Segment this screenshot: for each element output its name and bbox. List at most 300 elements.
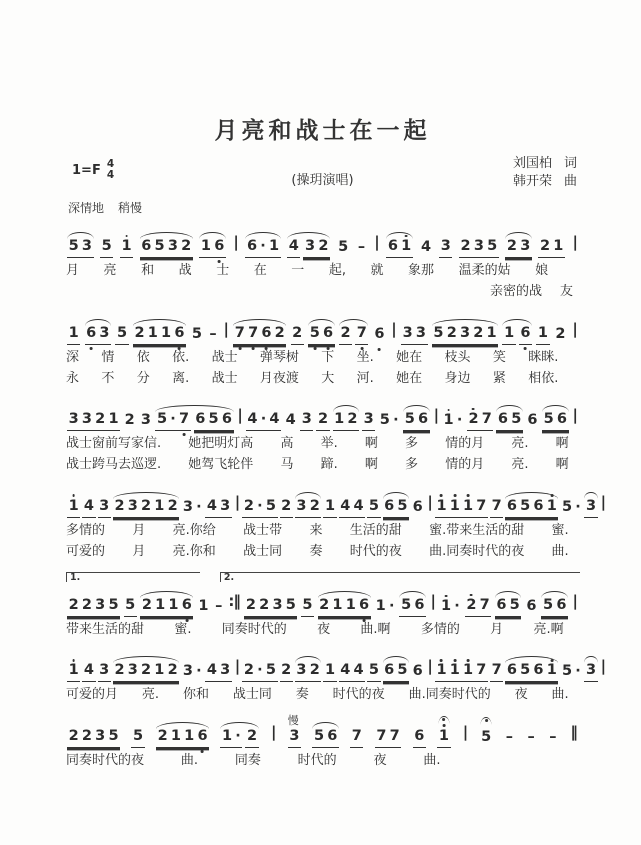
note: 6 [414,727,425,744]
note: 7 [356,324,367,341]
note: 6 [496,597,507,614]
note-group [439,599,461,617]
note-group [459,239,499,258]
note: 1 [463,497,474,514]
note: 2 [141,497,152,514]
barline: | [234,657,240,676]
notes-row [66,585,579,617]
note: – [215,598,223,615]
note: 2 [460,238,471,255]
note-group [242,499,277,518]
music-system [66,650,606,703]
note: 2 [81,727,92,744]
beam-group [123,413,136,431]
beam-group [67,598,120,617]
note: 1 [161,324,172,341]
lyric-segment: 来 [309,522,323,538]
note-group [120,239,133,258]
note: 4 [83,497,94,514]
lyric-segment: 弹琴树 [259,349,299,365]
note: 3 [440,238,451,255]
note: 1 [486,324,497,341]
beam-group [295,499,322,518]
beam-group [367,499,380,518]
note: 4 [353,662,364,679]
barline: | [374,233,379,251]
lyric-segment: 亮.你和 [172,543,216,559]
note-group [291,326,304,345]
note-group [560,664,582,682]
note: 2 [114,662,125,679]
note: 2 [141,662,152,679]
lyric-segment: 月 [66,263,80,278]
music-system [66,572,579,638]
note-group [85,326,112,345]
beam-group [308,326,335,345]
note: 2 [247,727,258,744]
note: 6 [520,324,531,341]
music-system [66,399,579,474]
note: 2 [466,597,477,614]
lyric-segment: 时代的夜 [349,543,402,559]
note: 5 [397,497,408,514]
lyric-segment: 你和 [182,687,209,703]
beam-group [355,326,368,345]
lyric-segment: 啊 [555,457,569,473]
note: 2 [473,324,484,341]
note: 5 [154,238,165,255]
note-group [155,412,233,431]
note-group [502,326,532,345]
beam-group [245,239,280,258]
note: 3 [140,412,151,429]
note: 6 [384,497,395,514]
beam-group [233,326,286,345]
note: 5 [561,663,573,680]
lyric-segment: 战士同 [232,687,272,703]
note-group [312,729,339,748]
note-group [560,500,582,518]
note-group [584,663,597,682]
note: 1 [436,497,447,514]
lyric-segment: 月夜渡 [259,370,299,386]
lyric-segment: 月 [490,622,504,637]
note-group [495,598,522,617]
beam-group [505,239,532,258]
note-group [287,713,301,748]
beam-group [67,326,80,345]
lyric-segment: 她驾飞轮伴 [188,457,254,473]
lyric-segment: 她在 [396,370,423,386]
note: 1 [436,662,447,679]
beam-group [505,499,558,518]
note: 2 [347,411,358,428]
note-group [323,663,336,682]
note-group [437,729,450,748]
beam-group [548,730,558,748]
note: 3 [301,411,312,428]
lyric-segment: 一 [291,263,305,278]
note: 4 [206,497,217,514]
note-group [181,500,203,518]
beam-group [82,499,95,518]
note: 7 [389,727,400,744]
note: 3 [127,662,138,679]
lyric-segment: 紧 [492,370,506,386]
note: 3 [220,497,231,514]
note: 5 [285,597,296,614]
note: 6 [327,727,338,744]
note: 1 [332,597,343,614]
note-group [432,326,498,345]
note: 5 [108,727,119,744]
note: 6 [197,727,208,744]
beam-group [67,663,80,682]
note: · [575,498,581,515]
lyric-segment: 蹄. [320,457,338,473]
lyric-segment: 可爱的 [66,543,106,559]
note: 2 [141,597,152,614]
note: 2 [114,497,125,514]
note-group [208,327,218,345]
beam-group [98,663,111,682]
note: 2 [281,662,292,679]
beam-group [214,599,224,617]
lyric-segment: 娘 [535,263,549,278]
note-group [316,412,329,431]
note: 2 [157,727,168,744]
beam-group [323,499,336,518]
note: 2 [124,412,135,429]
note: 1 [154,662,165,679]
time-numerator: 4 [106,158,115,170]
note: 5 [520,497,531,514]
note-group [287,239,330,258]
note: 3 [296,497,307,514]
note: · [257,497,263,514]
note: 6 [533,497,544,514]
note: 1 [154,497,165,514]
barline: | [572,406,577,424]
note: · [196,663,202,680]
note: 2 [506,238,517,255]
lyric-segment: 战士窗前写家信. [66,436,162,451]
beam-group [190,327,203,345]
note: 5 [208,411,219,428]
beam-group [181,500,203,518]
tempo-markings [68,199,579,216]
note: 2 [317,411,329,428]
note-group [548,730,558,748]
beam-group [115,326,128,345]
note-group [403,412,430,431]
beam-group [155,412,190,431]
beam-group [245,729,258,748]
barline: | [462,722,468,741]
credits [513,155,577,190]
note: · [257,662,263,679]
note-group [439,239,452,258]
lyric-segment: 她在 [396,349,423,365]
note: 7 [351,727,362,744]
note: 1 [68,497,79,514]
note-group [490,663,503,682]
lyric-line [66,263,548,279]
note-group [133,326,186,345]
note-group [496,412,523,431]
beam-group [280,663,293,682]
lyric-segment: 情 [101,349,115,365]
beam-group [525,599,538,617]
note: 5 [302,597,313,614]
note-group [67,412,120,431]
barline: | [600,657,606,676]
note: – [527,728,535,745]
beam-group [383,499,410,518]
lyric-segment: 战士带 [243,522,283,538]
beam-group [554,327,567,345]
beam-group [208,327,218,345]
note: 7 [234,324,245,341]
note-group [318,598,371,617]
lyric-segment: 河. [356,370,374,386]
beam-group [465,598,492,617]
note: · [260,411,267,428]
note-group [205,663,232,682]
note: 6 [358,597,370,614]
beam-group [67,239,94,258]
note: 7 [178,411,190,428]
note: 4 [206,662,217,679]
note: 2 [167,497,178,514]
note-group [526,413,539,431]
lyric-segment: 曲. [423,752,441,768]
lyric-segment: 多 [405,436,419,451]
beam-group [411,664,424,682]
note: · [170,411,176,428]
note-group [244,598,297,617]
note-group [538,239,565,258]
notes-row [66,486,606,518]
beam-group [303,239,330,258]
tempo-marking: 稍慢 [118,201,143,215]
note: 2 [167,662,178,679]
lyric-segment: 奏 [295,687,309,703]
note-group [375,729,402,748]
note: 2 [309,662,320,679]
note-group [505,239,532,258]
beam-group [280,499,293,518]
note: 3 [167,238,178,255]
lyric-segment: 夜 [514,687,528,703]
note: 1 [449,497,460,514]
lyricist-name: 刘国柏 [512,156,552,171]
note: 6 [261,324,272,341]
lyric-line [66,622,564,638]
note-group [140,598,193,617]
barline: | [233,233,238,251]
note: 6 [414,597,425,614]
composer-credit [513,173,577,191]
note: 3 [99,497,110,514]
note: · [456,412,463,429]
note: 3 [363,411,374,428]
beam-group [287,239,300,258]
note-group [131,729,144,748]
note: 6 [181,597,192,614]
lyric-segment: 曲. [551,687,569,703]
note: 2 [292,324,303,341]
beam-group [67,729,120,748]
note: 5 [101,238,112,255]
lyric-segment: 马 [280,457,294,473]
note: 4 [340,497,351,514]
note-group [480,730,493,748]
lyric-segment: 离. [172,370,190,386]
note-group [413,729,426,748]
note: 1 [108,411,119,428]
note: 3 [127,497,138,514]
lyric-segment: 曲. [180,752,198,768]
beam-group [495,598,522,617]
time-denominator: 4 [106,169,115,182]
note: 7 [376,727,387,744]
lyric-segment: 下 [321,349,335,365]
beam-group [288,729,301,748]
note: 6 [506,497,517,514]
beam-group [242,663,277,682]
lyric-segment: 月 [132,543,146,559]
beam-group [339,499,366,518]
barline: | [427,492,432,511]
note: · [393,412,399,429]
lyric-segment: 不 [101,370,115,386]
note: 3 [220,662,231,679]
lyric-line [66,436,569,452]
lyric-segment: 亮 [103,263,117,278]
note-group [411,664,424,682]
note: 6 [322,324,334,341]
beam-group [526,413,539,431]
notes-row [66,313,579,345]
note-group [190,327,203,345]
composer-role: 曲 [563,173,577,189]
music-system [66,486,606,561]
note: 5 [313,727,325,744]
beam-group [541,598,568,617]
note: 5 [265,497,276,514]
note: 2 [281,497,292,514]
note: 6 [556,411,567,428]
beam-group [181,664,203,682]
note: 1 [121,238,132,255]
beam-group [419,240,432,258]
note: 3 [415,324,426,341]
note: 5 [401,597,412,614]
note: 2 [245,597,256,614]
beam-group [139,413,152,431]
note: 1 [440,598,452,615]
note-group [233,326,286,345]
note: 3 [459,324,471,341]
beam-group [300,412,313,431]
note: 7 [476,662,487,679]
note: 6 [527,412,538,429]
note: 5 [397,662,408,679]
note: 3 [99,324,110,341]
lyric-segment: 依. [172,349,190,365]
beam-group [399,598,426,617]
note-group [199,239,226,258]
note: – [549,728,557,745]
note-group [98,499,111,518]
expression-marking: 深情地 [68,201,105,215]
song-title: 月亮和战士在一起 [214,118,431,144]
lyric-segment: 月 [132,522,146,538]
performer-note: (操玥演唱) [291,173,354,188]
barline: | [430,592,435,610]
lyric-segment: 曲.同奏时代的 [408,687,491,703]
lyric-segment: 士 [216,263,230,278]
beam-group [536,326,549,345]
lyric-segment: 奏 [309,543,323,559]
note: 7 [479,597,490,614]
note: · [575,663,581,680]
note: 5 [309,324,320,341]
note: 5 [379,412,390,429]
beam-group [242,499,277,518]
lyric-line [66,753,440,769]
note: 1 [334,411,345,428]
note: 7 [481,411,492,428]
note: 6 [374,325,385,342]
lyric-segment: 坐. [356,349,374,365]
beam-group [316,412,329,431]
note-group [98,663,111,682]
note: 6 [497,411,508,428]
lyric-segment: 同奏时代的 [221,622,287,637]
beam-group [113,499,179,518]
tempo-change-label: 慢 [287,713,299,727]
note-group [383,663,410,682]
note-group [301,598,314,617]
note: 3 [81,238,92,255]
beam-group [140,598,193,617]
note-group [124,598,137,617]
note: 3 [272,597,283,614]
note-group [367,663,380,682]
barline: | [223,319,228,338]
barline: | [270,722,276,741]
note-group [401,326,428,345]
lyric-line [66,523,569,539]
beam-group [333,412,360,431]
note-group [67,239,94,258]
note: · [454,598,460,615]
note-group [584,499,597,518]
beam-group [480,730,493,748]
note: 5 [265,662,276,679]
beam-group [560,664,582,682]
lyric-segment: 亮. [511,457,529,473]
note-group [386,239,413,258]
beam-group [113,663,179,682]
note: 7 [491,497,502,514]
beam-group [362,412,375,431]
note: · [196,498,202,515]
note-group [280,663,293,682]
note: 3 [402,324,413,341]
